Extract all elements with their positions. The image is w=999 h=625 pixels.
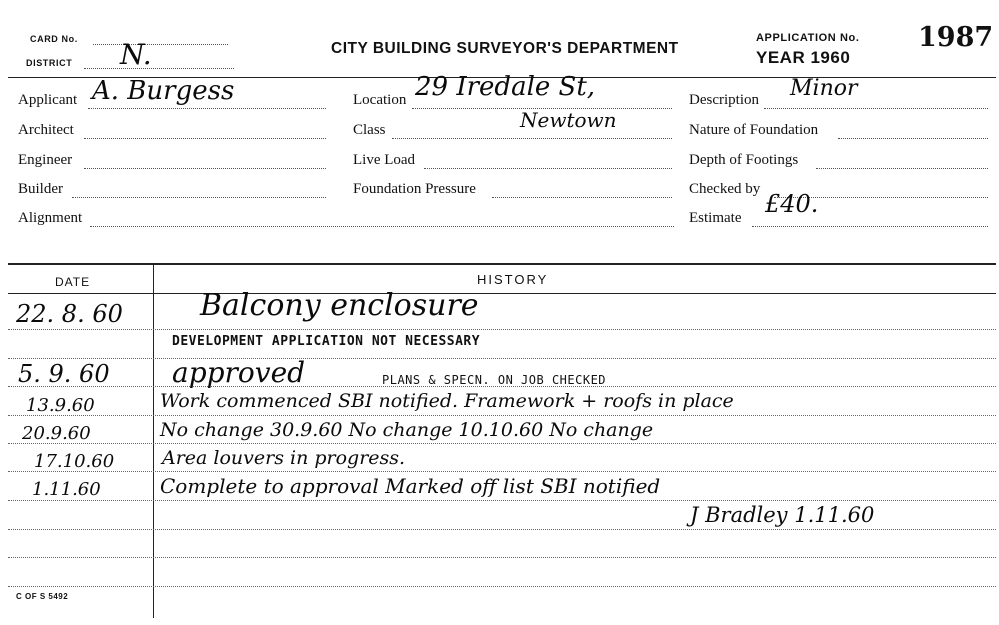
application-label: APPLICATION No. [756, 32, 860, 44]
row-rule [8, 529, 996, 530]
row-history: Area louvers in progress. [162, 447, 406, 469]
builder-label: Builder [18, 181, 63, 197]
row-rule [8, 471, 996, 472]
engineer-label: Engineer [18, 152, 73, 168]
row-history: approved [172, 356, 306, 389]
inspector-signature: J Bradley 1.11.60 [690, 503, 875, 527]
card-no-line [93, 44, 228, 45]
row-rule [8, 329, 996, 330]
application-number: 1987 [918, 22, 994, 53]
row-rule [8, 358, 996, 359]
table-top-rule [8, 263, 996, 265]
engineer-line [84, 168, 326, 169]
applicant-line [88, 108, 326, 109]
development-stamp: DEVELOPMENT APPLICATION NOT NECESSARY [172, 334, 481, 349]
class-label: Class [353, 122, 386, 138]
depth-line [816, 168, 988, 169]
applicant-label: Applicant [18, 92, 78, 108]
card-no-label: CARD No. [30, 34, 78, 44]
nature-of-foundation-label: Nature of Foundation [689, 122, 819, 138]
location-value: 29 Iredale St, [415, 72, 596, 102]
description-label: Description [689, 92, 759, 108]
class-line [392, 138, 672, 139]
district-line [84, 68, 234, 69]
description-line [764, 108, 988, 109]
builder-line [72, 197, 326, 198]
estimate-line [752, 226, 988, 227]
foundation-pressure-label: Foundation Pressure [353, 181, 476, 197]
location-value-line2: Newtown [520, 108, 617, 132]
plans-stamp: PLANS & SPECN. ON JOB CHECKED [382, 373, 607, 387]
depth-of-footings-label: Depth of Footings [689, 152, 799, 168]
district-value: N. [120, 38, 152, 71]
header-row-rule [8, 293, 996, 294]
row-history: No change 30.9.60 No change 10.10.60 No change [160, 419, 654, 441]
alignment-line [90, 226, 674, 227]
row-rule [8, 443, 996, 444]
row-rule [8, 415, 996, 416]
row-history: Complete to approval Marked off list SBI notified [160, 474, 661, 498]
estimate-label: Estimate [689, 210, 742, 226]
location-label: Location [353, 92, 407, 108]
department-title: CITY BUILDING SURVEYOR'S DEPARTMENT [331, 40, 679, 57]
description-value: Minor [790, 76, 858, 101]
estimate-value: £40. [765, 190, 819, 218]
architect-line [84, 138, 326, 139]
date-header: DATE [55, 275, 91, 289]
live-load-label: Live Load [353, 152, 416, 168]
nature-line [838, 138, 988, 139]
date-column-divider [153, 263, 154, 618]
row-history: Work commenced SBI notified. Framework + roofs in place [160, 390, 734, 412]
live-load-line [424, 168, 672, 169]
year-label: YEAR 1960 [756, 48, 851, 67]
history-header: HISTORY [477, 272, 549, 287]
row-rule [8, 557, 996, 558]
alignment-label: Alignment [18, 210, 83, 226]
row-date: 1.11.60 [32, 479, 101, 500]
applicant-value: A. Burgess [92, 76, 235, 106]
row-rule [8, 586, 996, 587]
row-date: 17.10.60 [34, 451, 115, 472]
district-label: DISTRICT [26, 58, 73, 68]
checked-by-label: Checked by [689, 181, 761, 197]
form-code: C OF S 5492 [16, 592, 69, 601]
row-date: 5. 9. 60 [18, 360, 110, 388]
row-date: 20.9.60 [22, 423, 91, 444]
architect-label: Architect [18, 122, 74, 138]
row-date: 13.9.60 [26, 395, 95, 416]
row-rule [8, 500, 996, 501]
row-history: Balcony enclosure [200, 288, 479, 323]
row-date: 22. 8. 60 [16, 300, 123, 328]
foundation-pressure-line [492, 197, 672, 198]
